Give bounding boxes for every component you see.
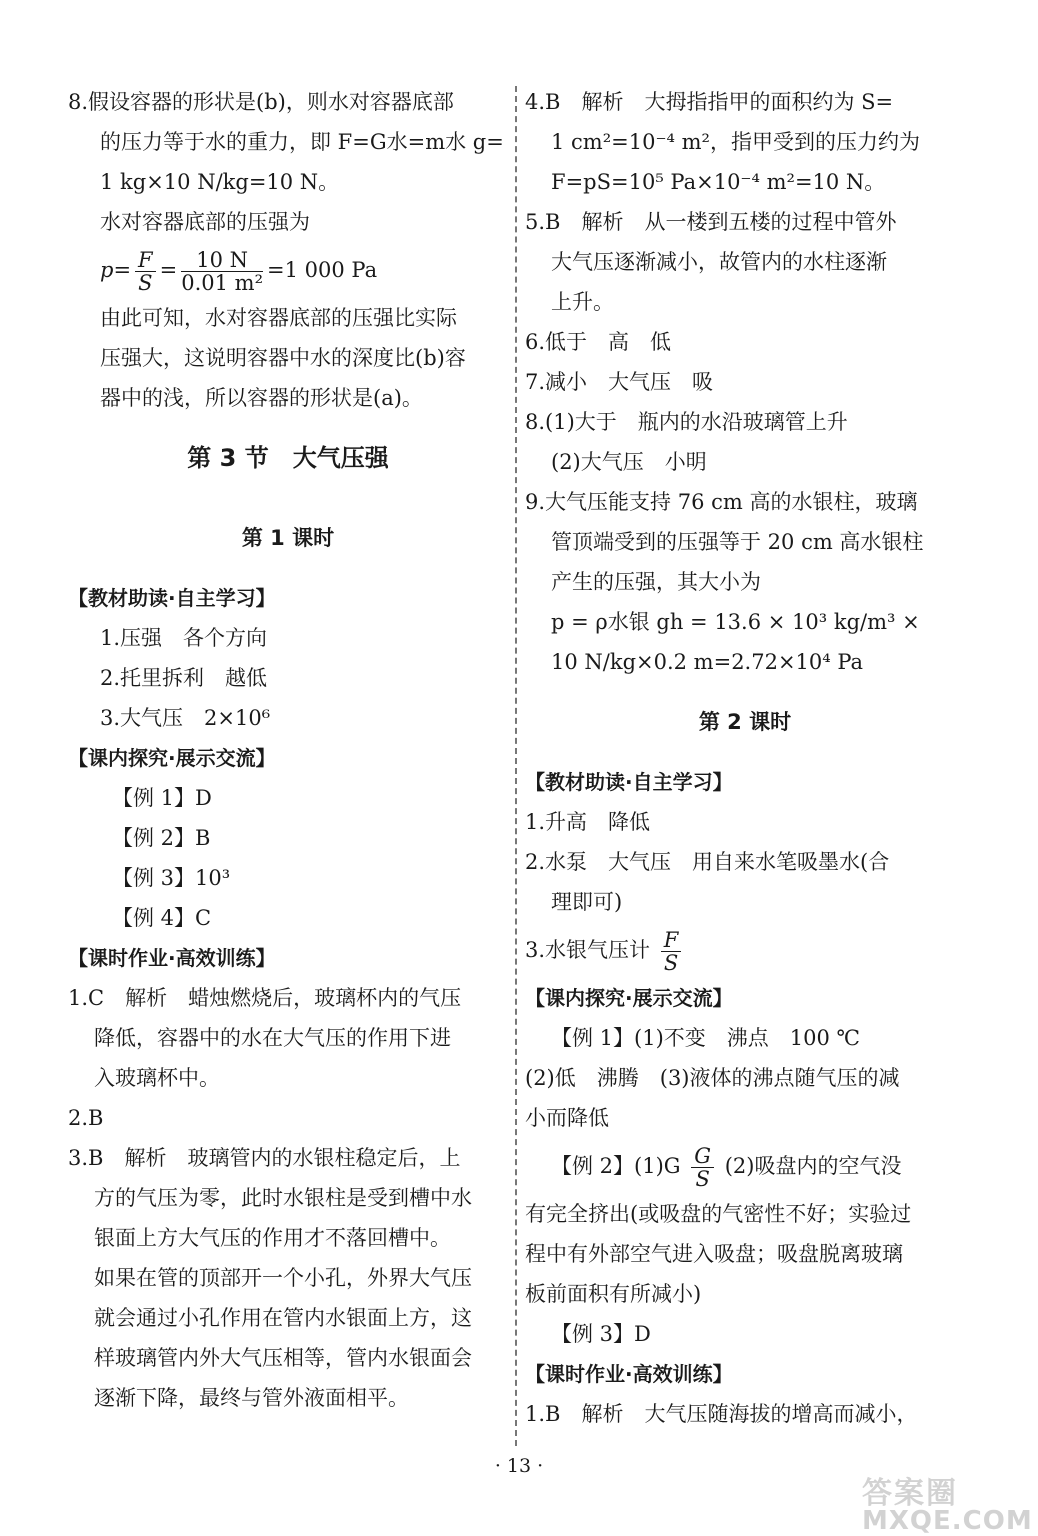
- answer-text: 3.水银气压计: [525, 938, 651, 962]
- text-line: 水对容器底部的压强为: [100, 210, 310, 234]
- formula-text: =: [159, 258, 178, 282]
- text-line: 9.大气压能支持 76 cm 高的水银柱，玻璃: [525, 490, 918, 514]
- fraction-denominator: S: [138, 271, 153, 295]
- formula-text: =1 000 Pa: [267, 258, 378, 282]
- text-line: 由此可知，水对容器底部的压强比实际: [100, 306, 457, 330]
- answer-line: 2.B: [68, 1106, 104, 1130]
- formula-line: p = ρ水银 gh = 13.6 × 10³ kg/m³ ×: [551, 610, 920, 634]
- section-tag: 【课内探究·展示交流】: [68, 746, 276, 770]
- text-line: 1 kg×10 N/kg=10 N。: [100, 170, 340, 194]
- fraction-numerator: G: [691, 1145, 714, 1168]
- text-line: 入玻璃杯中。: [94, 1066, 220, 1090]
- section-tag: 【课时作业·高效训练】: [525, 1362, 733, 1386]
- answer-line: [525, 922, 965, 978]
- fraction-denominator: 0.01 m²: [181, 271, 263, 295]
- fraction-denominator: S: [695, 1167, 710, 1191]
- text-line: 4.B 解析 大拇指指甲的面积约为 S=: [525, 90, 894, 114]
- example-text: (2)吸盘内的空气没: [724, 1154, 902, 1178]
- text-line: 5.B 解析 从一楼到五楼的过程中管外: [525, 210, 897, 234]
- answer-line: 8.(1)大于 瓶内的水沿玻璃管上升: [525, 410, 848, 434]
- text-line: 小而降低: [525, 1106, 609, 1130]
- section-title: 第 3 节 大气压强: [187, 444, 389, 472]
- section-tag: 【课内探究·展示交流】: [525, 986, 733, 1010]
- text-line: 1.B 解析 大气压随海拔的增高而减小，: [525, 1402, 918, 1426]
- answer-line: 7.减小 大气压 吸: [525, 370, 714, 394]
- text-line: 压强大，这说明容器中水的深度比(b)容: [100, 346, 466, 370]
- example-answer: 【例 2】B: [112, 826, 211, 850]
- answer-line: 1.压强 各个方向: [100, 626, 268, 650]
- answer-line: 6.低于 高 低: [525, 330, 672, 354]
- text-line: 器中的浅，所以容器的形状是(a)。: [100, 386, 423, 410]
- watermark-logo: [862, 1468, 1033, 1536]
- watermark-url: MXQE.COM: [862, 1506, 1033, 1536]
- fraction-numerator: 10 N: [181, 249, 263, 272]
- text-line: 3.B 解析 玻璃管内的水银柱稳定后，上: [68, 1146, 461, 1170]
- text-line: 1 cm²=10⁻⁴ m²，指甲受到的压力约为: [551, 130, 920, 154]
- text-line: F=pS=10⁵ Pa×10⁻⁴ m²=10 N。: [551, 170, 886, 194]
- example-answer: 【例 1】(1)不变 沸点 100 ℃: [551, 1026, 861, 1050]
- fraction: [135, 249, 156, 294]
- section-tag: 【教材助读·自主学习】: [68, 586, 276, 610]
- text-line: 银面上方大气压的作用才不落回槽中。: [94, 1226, 451, 1250]
- answer-line: (2)大气压 小明: [551, 450, 707, 474]
- answer-line: 2.托里拆利 越低: [100, 666, 268, 690]
- text-line: 逐渐下降，最终与管外液面相平。: [94, 1386, 409, 1410]
- right-column: [525, 82, 965, 1434]
- example-answer: 【例 3】10³: [112, 866, 231, 890]
- text-line: 有完全挤出(或吸盘的气密性不好；实验过: [525, 1202, 912, 1226]
- watermark-text: 答案圈: [862, 1476, 958, 1511]
- answer-line: 3.大气压 2×10⁶: [100, 706, 271, 730]
- text-line: 上升。: [551, 290, 614, 314]
- fraction: [181, 249, 263, 294]
- fraction-numerator: F: [135, 249, 156, 272]
- text-line: 8.假设容器的形状是(b)，则水对容器底部: [68, 90, 454, 114]
- text-line: (2)低 沸腾 (3)液体的沸点随气压的减: [525, 1066, 900, 1090]
- example-answer: 【例 1】D: [112, 786, 212, 810]
- example-text: 【例 2】(1)G: [551, 1154, 681, 1178]
- formula-line: [68, 242, 508, 298]
- text-line: 1.C 解析 蜡烛燃烧后，玻璃杯内的气压: [68, 986, 462, 1010]
- text-line: 如果在管的顶部开一个小孔，外界大气压: [94, 1266, 472, 1290]
- page-number: · 13 ·: [494, 1455, 544, 1477]
- formula-text: p=: [100, 258, 132, 282]
- answer-line: 1.升高 降低: [525, 810, 651, 834]
- fraction-numerator: F: [661, 929, 682, 952]
- section-tag: 【教材助读·自主学习】: [525, 770, 733, 794]
- left-column: [68, 82, 508, 1418]
- text-line: 产生的压强，其大小为: [551, 570, 761, 594]
- text-line: 方的气压为零，此时水银柱是受到槽中水: [94, 1186, 472, 1210]
- text-line: 样玻璃管内外大气压相等，管内水银面会: [94, 1346, 472, 1370]
- text-line: 程中有外部空气进入吸盘；吸盘脱离玻璃: [525, 1242, 903, 1266]
- text-line: 管顶端受到的压强等于 20 cm 高水银柱: [551, 530, 924, 554]
- answer-line: 理即可): [551, 890, 623, 914]
- lesson-title: 第 2 课时: [698, 710, 792, 734]
- answer-line: 2.水泵 大气压 用自来水笔吸墨水(合: [525, 850, 890, 874]
- fraction: [691, 1145, 714, 1190]
- example-answer: 【例 3】D: [551, 1322, 651, 1346]
- column-divider: [515, 86, 517, 1446]
- fraction: [661, 929, 682, 974]
- section-tag: 【课时作业·高效训练】: [68, 946, 276, 970]
- text-line: 大气压逐渐减小，故管内的水柱逐渐: [551, 250, 887, 274]
- example-answer: 【例 4】C: [112, 906, 212, 930]
- text-line: 就会通过小孔作用在管内水银面上方，这: [94, 1306, 472, 1330]
- example-answer: [525, 1138, 965, 1194]
- text-line: 板前面积有所减小): [525, 1282, 702, 1306]
- fraction-denominator: S: [663, 951, 679, 975]
- text-line: 的压力等于水的重力，即 F=G水=m水 g=: [100, 130, 504, 154]
- formula-line: 10 N/kg×0.2 m=2.72×10⁴ Pa: [551, 650, 864, 674]
- text-line: 降低，容器中的水在大气压的作用下进: [94, 1026, 451, 1050]
- lesson-title: 第 1 课时: [241, 526, 335, 550]
